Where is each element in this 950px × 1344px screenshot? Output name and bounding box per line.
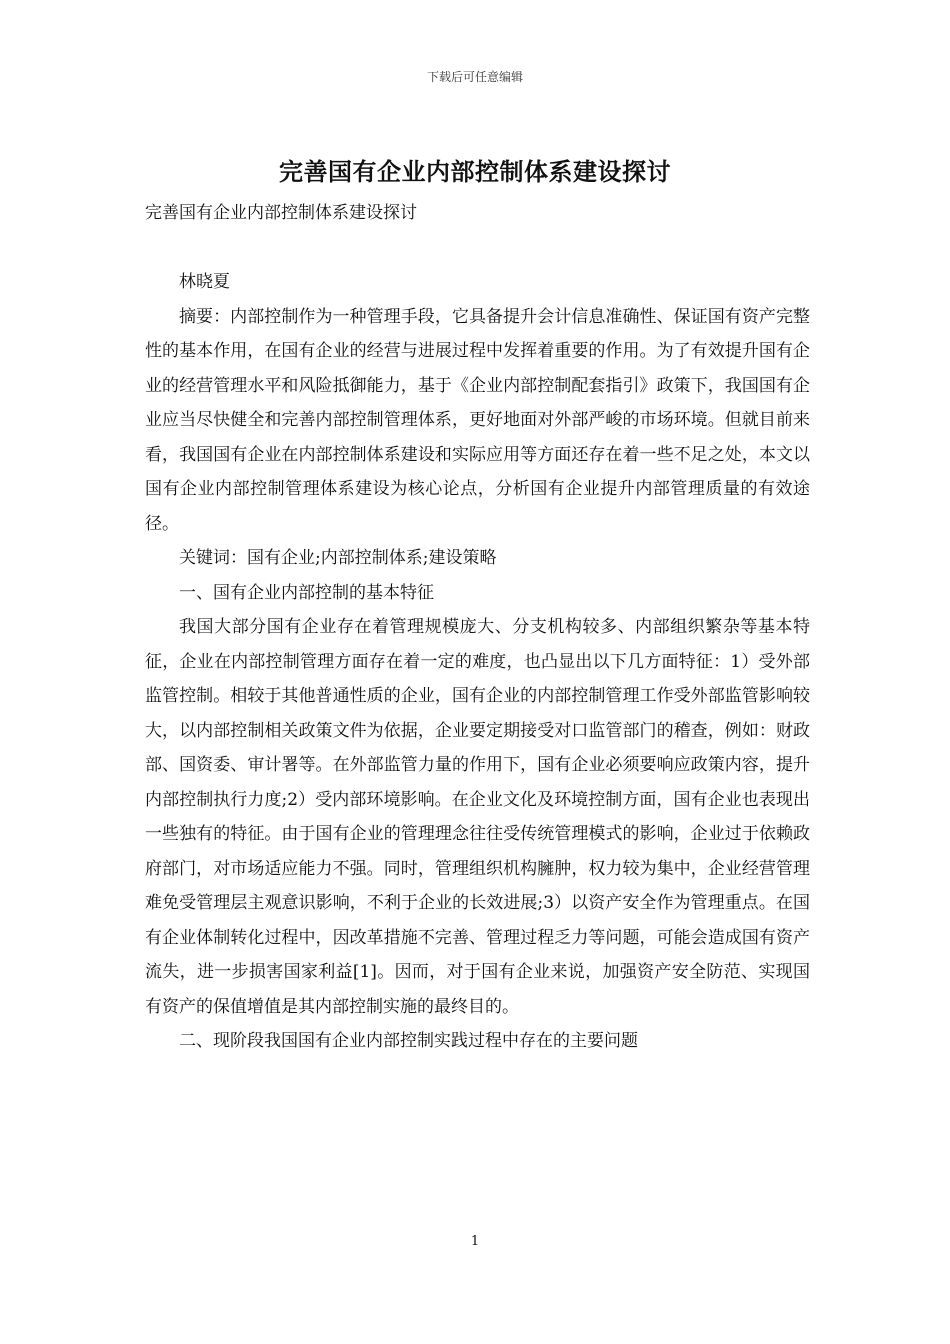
- page-number: 1: [470, 1234, 480, 1249]
- author-name: 林晓夏: [179, 272, 230, 292]
- page-header: 下载后可任意编辑: [426, 70, 523, 84]
- section-1-heading: 一、国有企业内部控制的基本特征: [179, 582, 434, 603]
- abstract-paragraph: 摘要：内部控制作为一种管理手段，它具备提升会计信息准确性、保证国有资产完整性的基本作用，在国有企业的经营与进展过程中发挥着重要的作用。为了有效提升国有企业的经营管理水平和风险抵御能力，基于《企业内部控制配套指引》政策下，我国国有企业应当尽快健全和完善内部控制管理体系，更好地面对外部严峻的市场环境。但就目前来看，我国国有企业在内部控制体系建设和实际应用等方面还存在着一些不足之处，本文以国有企业内部控制管理体系建设为核心论点，分析国有企业提升内部管理质量的有效途径。: [145, 306, 810, 534]
- section-1-paragraph: 我国大部分国有企业存在着管理规模庞大、分支机构较多、内部组织繁杂等基本特征，企业在内部控制管理方面存在着一定的难度，也凸显出以下几方面特征：1）受外部监管控制。相较于其他普通性质的企业，国有企业的内部控制管理工作受外部监管影响较大，以内部控制相关政策文件为依据，企业要定期接受对口监管部门的稽查，例如：财政部、国资委、审计署等。在外部监管力量的作用下，国有企业必须要响应政策内容，提升内部控制执行力度;2）受内部环境影响。在企业文化及环境控制方面，国有企业也表现出一些独有的特征。由于国有企业的管理理念往往受传统管理模式的影响，企业过于依赖政府部门，对市场适应能力不强。同时，管理组织机构臃肿，权力较为集中，企业经营管理难免受管理层主观意识影响，不利于企业的长效进展;3）以资产安全作为管理重点。在国有企业体制转化过程中，因改革措施不完善、管理过程乏力等问题，可能会造成国有资产流失，进一步损害国家利益[1]。因而，对于国有企业来说，加强资产安全防范、实现国有资产的保值增值是其内部控制实施的最终目的。: [145, 617, 810, 1017]
- document-title: 完善国有企业内部控制体系建设探讨: [279, 158, 671, 186]
- blank-line: [145, 231, 810, 266]
- keywords-line: 关键词：国有企业;内部控制体系;建设策略: [179, 548, 497, 568]
- section-2-heading: 二、现阶段我国国有企业内部控制实践过程中存在的主要问题: [179, 1031, 638, 1051]
- document-body: [145, 196, 810, 1059]
- document-subtitle: 完善国有企业内部控制体系建设探讨: [145, 203, 417, 223]
